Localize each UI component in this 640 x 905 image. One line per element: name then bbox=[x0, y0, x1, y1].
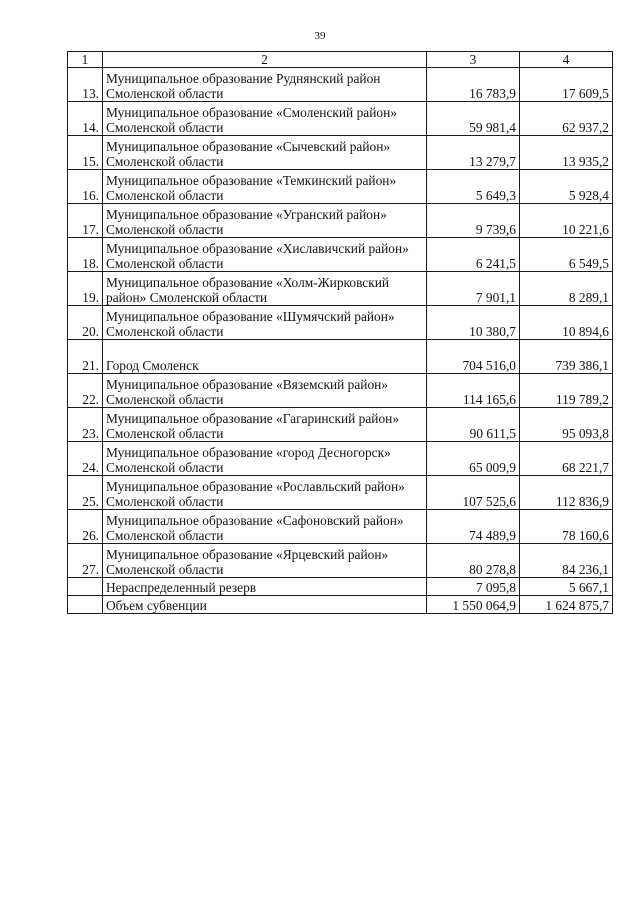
subsidy-table bbox=[67, 51, 613, 614]
row-name: Муниципальное образование «Смоленский район» Смоленской области bbox=[103, 102, 427, 136]
row-value-col4: 119 789,2 bbox=[520, 374, 613, 408]
row-number bbox=[68, 578, 103, 596]
table-row bbox=[68, 238, 613, 272]
row-value-col3: 74 489,9 bbox=[427, 510, 520, 544]
row-value-col4: 95 093,8 bbox=[520, 408, 613, 442]
table-row bbox=[68, 442, 613, 476]
row-number: 19. bbox=[68, 272, 103, 306]
row-name: Муниципальное образование «Холм-Жирковский район» Смоленской области bbox=[103, 272, 427, 306]
row-value-col4: 5 667,1 bbox=[520, 578, 613, 596]
table-row bbox=[68, 102, 613, 136]
row-number: 14. bbox=[68, 102, 103, 136]
row-value-col4: 6 549,5 bbox=[520, 238, 613, 272]
row-value-col3: 59 981,4 bbox=[427, 102, 520, 136]
row-value-col3: 9 739,6 bbox=[427, 204, 520, 238]
row-value-col3: 114 165,6 bbox=[427, 374, 520, 408]
row-name: Муниципальное образование «город Десногорск» Смоленской области bbox=[103, 442, 427, 476]
row-name: Муниципальное образование «Хиславичский район» Смоленской области bbox=[103, 238, 427, 272]
row-value-col3: 6 241,5 bbox=[427, 238, 520, 272]
row-value-col3: 704 516,0 bbox=[427, 340, 520, 374]
row-name: Муниципальное образование «Темкинский район» Смоленской области bbox=[103, 170, 427, 204]
row-value-col4: 68 221,7 bbox=[520, 442, 613, 476]
row-number: 26. bbox=[68, 510, 103, 544]
row-value-col3: 16 783,9 bbox=[427, 68, 520, 102]
header-cell-2: 2 bbox=[103, 52, 427, 68]
row-value-col4: 739 386,1 bbox=[520, 340, 613, 374]
row-name: Муниципальное образование Руднянский район Смоленской области bbox=[103, 68, 427, 102]
row-value-col3: 7 901,1 bbox=[427, 272, 520, 306]
row-name: Муниципальное образование «Гагаринский район» Смоленской области bbox=[103, 408, 427, 442]
table-row bbox=[68, 170, 613, 204]
table-row bbox=[68, 596, 613, 614]
row-name: Муниципальное образование «Шумячский район» Смоленской области bbox=[103, 306, 427, 340]
row-value-col4: 1 624 875,7 bbox=[520, 596, 613, 614]
row-value-col3: 7 095,8 bbox=[427, 578, 520, 596]
row-value-col4: 10 221,6 bbox=[520, 204, 613, 238]
row-name: Муниципальное образование «Сафоновский район» Смоленской области bbox=[103, 510, 427, 544]
row-number: 18. bbox=[68, 238, 103, 272]
row-value-col3: 1 550 064,9 bbox=[427, 596, 520, 614]
header-row bbox=[68, 52, 613, 68]
table-row bbox=[68, 408, 613, 442]
row-value-col4: 62 937,2 bbox=[520, 102, 613, 136]
row-number: 13. bbox=[68, 68, 103, 102]
header-cell-3: 3 bbox=[427, 52, 520, 68]
row-name: Муниципальное образование «Вяземский район» Смоленской области bbox=[103, 374, 427, 408]
row-value-col3: 65 009,9 bbox=[427, 442, 520, 476]
row-name: Муниципальное образование «Угранский район» Смоленской области bbox=[103, 204, 427, 238]
table-row bbox=[68, 374, 613, 408]
table-row bbox=[68, 204, 613, 238]
row-value-col4: 8 289,1 bbox=[520, 272, 613, 306]
row-value-col4: 13 935,2 bbox=[520, 136, 613, 170]
row-number: 16. bbox=[68, 170, 103, 204]
table-row bbox=[68, 476, 613, 510]
row-number: 23. bbox=[68, 408, 103, 442]
row-name: Город Смоленск bbox=[103, 340, 427, 374]
row-value-col3: 5 649,3 bbox=[427, 170, 520, 204]
row-name: Муниципальное образование «Ярцевский район» Смоленской области bbox=[103, 544, 427, 578]
table-row bbox=[68, 272, 613, 306]
row-value-col4: 5 928,4 bbox=[520, 170, 613, 204]
row-value-col3: 80 278,8 bbox=[427, 544, 520, 578]
table-row bbox=[68, 340, 613, 374]
row-value-col4: 84 236,1 bbox=[520, 544, 613, 578]
page-number: 39 bbox=[314, 30, 326, 42]
row-value-col3: 107 525,6 bbox=[427, 476, 520, 510]
row-number: 17. bbox=[68, 204, 103, 238]
table-row bbox=[68, 510, 613, 544]
table-body bbox=[68, 52, 613, 614]
row-number: 20. bbox=[68, 306, 103, 340]
row-number: 24. bbox=[68, 442, 103, 476]
row-number: 22. bbox=[68, 374, 103, 408]
header-cell-1: 1 bbox=[68, 52, 103, 68]
header-cell-4: 4 bbox=[520, 52, 613, 68]
row-number: 21. bbox=[68, 340, 103, 374]
row-value-col3: 13 279,7 bbox=[427, 136, 520, 170]
table-row bbox=[68, 68, 613, 102]
table-row bbox=[68, 544, 613, 578]
table-row bbox=[68, 136, 613, 170]
row-name: Муниципальное образование «Рославльский район» Смоленской области bbox=[103, 476, 427, 510]
row-value-col4: 78 160,6 bbox=[520, 510, 613, 544]
row-number: 15. bbox=[68, 136, 103, 170]
row-value-col4: 17 609,5 bbox=[520, 68, 613, 102]
row-name: Нераспределенный резерв bbox=[103, 578, 427, 596]
row-name: Объем субвенции bbox=[103, 596, 427, 614]
row-value-col4: 10 894,6 bbox=[520, 306, 613, 340]
row-number: 27. bbox=[68, 544, 103, 578]
row-name: Муниципальное образование «Сычевский район» Смоленской области bbox=[103, 136, 427, 170]
table-row bbox=[68, 578, 613, 596]
table-row bbox=[68, 306, 613, 340]
row-value-col4: 112 836,9 bbox=[520, 476, 613, 510]
row-value-col3: 90 611,5 bbox=[427, 408, 520, 442]
row-number: 25. bbox=[68, 476, 103, 510]
row-value-col3: 10 380,7 bbox=[427, 306, 520, 340]
row-number bbox=[68, 596, 103, 614]
